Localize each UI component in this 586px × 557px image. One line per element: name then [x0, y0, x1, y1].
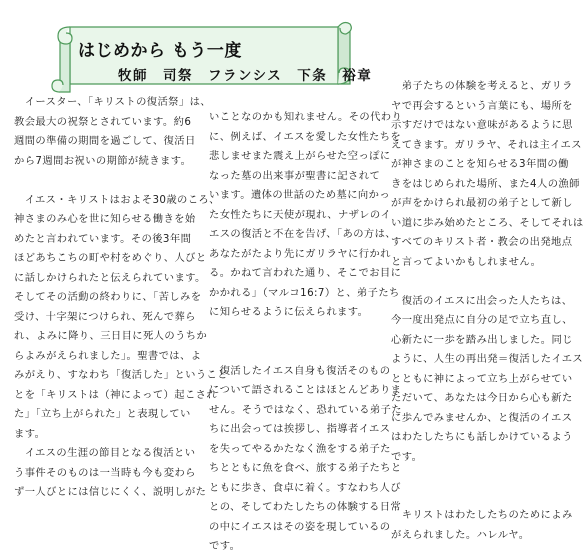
text-line: 弟子たちの体験を考えると、ガリラ: [391, 80, 573, 92]
text-line: 復活のイエスに出会った人たちは、: [391, 294, 573, 307]
text-column-2: [209, 108, 402, 557]
text-line: が声をかけられ最初の弟子として新し: [391, 197, 573, 209]
text-line: いことなのかも知れません。その代わり: [209, 111, 403, 123]
text-line: えてきます。ガリラヤ、それは主イエス: [391, 138, 582, 151]
text-line: た女性たちに天使が現れ、ナザレのイ: [209, 208, 392, 221]
text-line: ただいて、あなたは今日から心も新た: [391, 392, 573, 404]
text-line: めたと言われています。その後3年間: [14, 232, 192, 245]
text-line: とを「キリストは（神によって）起こされ: [14, 388, 218, 401]
text-column-1: [14, 93, 228, 503]
text-line: すべてのキリスト者・教会の出発地点: [391, 236, 573, 248]
text-line: と言ってよいかもしれません。: [391, 255, 542, 268]
text-line: せん。そうではなく、恐れている弟子た: [209, 403, 402, 416]
text-line: います。遺体の世話のため墓に向かっ: [209, 189, 391, 201]
paragraph-gap: [209, 323, 402, 343]
text-line: みがえり、すなわち「復活した」ということ: [14, 369, 228, 381]
text-line: る。かねて言われた通り、そこでお目に: [209, 267, 402, 279]
text-line: あなたがたより先にガリラヤに行かれ: [209, 247, 391, 260]
text-line: に知らせるように伝えられます。: [209, 306, 369, 318]
text-line: ヤで再会するという言葉にも、場所を: [391, 99, 573, 112]
text-line: そしてその活動の終わりに、「苦しみを: [14, 291, 202, 303]
text-line: 心新たに一歩を踏み出しました。同じ: [391, 333, 573, 346]
text-line: が神さまのことを知らせる3年間の働: [391, 158, 569, 170]
text-line: ように、人生の再出発＝復活したイエス: [391, 353, 584, 365]
author-line: 牧師 司祭 フランシス 下条 裕章: [118, 68, 373, 84]
text-line: イエス・キリストはおよそ30歳のころ、: [14, 193, 220, 206]
paragraph-gap: [391, 487, 584, 507]
text-line: です。: [209, 540, 241, 552]
text-line: キリストはわたしたちのためによみ: [391, 509, 573, 521]
article-title: はじめから もう一度: [78, 41, 242, 61]
text-line: ちに出会っては挨拶し、指導者イエス: [209, 423, 391, 435]
text-line: た」「立ち上がられた」と表現してい: [14, 408, 191, 420]
text-line: う事件そのものは一当時も今も変わら: [14, 466, 196, 479]
text-line: イエスの生涯の節目となる復活とい: [14, 447, 196, 459]
text-line: との、そしてわたしたちの体験する日常: [209, 501, 402, 513]
text-line: の中にイエスはその姿を現しているの: [209, 520, 391, 533]
text-line: はわたしたちにも話しかけているよう: [391, 431, 573, 443]
paragraph-gap: [391, 467, 584, 487]
text-line: なった墓の出来事が聖書に記されて: [209, 169, 381, 182]
text-line: ほどあちこちの町や村をめぐり、人びと: [14, 252, 207, 264]
text-line: 教会最大の祝祭とされています。約6: [14, 115, 192, 128]
text-line: 悲しませまた震え上がらせた空っぽに: [209, 150, 391, 162]
text-line: に、例えば、イエスを愛した女性たちを: [209, 130, 402, 143]
text-line: に話しかけられたと伝えられています。: [14, 271, 206, 284]
text-line: 復活したイエス自身も復活そのもの: [209, 364, 391, 377]
text-line: 示すだけではない意味があるように思: [391, 119, 573, 131]
text-line: です。: [391, 450, 423, 463]
text-line: ず一人びとには信じにくく、説明しがた: [14, 486, 207, 498]
text-line: ちとともに魚を食べ、旅する弟子たちと: [209, 462, 402, 474]
paragraph-gap: [209, 342, 402, 362]
text-line: について語されることはほとんどありま: [209, 384, 402, 396]
text-line: ます。: [14, 427, 46, 440]
text-line: がえられました。ハレルヤ。: [391, 528, 530, 541]
text-line: ともに歩き、食卓に着く。すなわち人び: [209, 481, 401, 494]
text-line: を失ってやるかたなく漁をする弟子た: [209, 442, 391, 455]
text-line: れ、よみに降り、三日目に死人のうちか: [14, 330, 208, 342]
text-line: らよみがえられました」。聖書では、よ: [14, 349, 202, 362]
text-column-3: [391, 77, 584, 545]
text-line: い道に歩み始めたところ、そしてそれは: [391, 216, 584, 229]
text-line: とともに神によって立ち上がらせてい: [391, 372, 573, 385]
text-line: 今一度出発点に自分の足で立ち直し、: [391, 314, 573, 326]
text-line: きをはじめられた場所、また4人の漁師: [391, 177, 580, 190]
text-line: 週間の準備の期間を過ごして、復活日: [14, 135, 196, 147]
paragraph-gap: [391, 272, 584, 292]
paragraph-gap: [14, 171, 228, 191]
text-line: 神さまのみ心を世に知らせる働きを始: [14, 213, 196, 225]
text-line: 受け、十字架につけられ、死んで葬ら: [14, 310, 196, 323]
text-line: エスの復活と不在を告げ、「あの方は、: [209, 228, 396, 240]
text-line: イースター、「キリストの復活祭」は、: [14, 96, 211, 108]
text-line: かかれる」（マルコ16:7）と、弟子たち: [209, 286, 400, 299]
text-line: に歩んでみませんか、と復活のイエス: [391, 411, 573, 424]
text-line: から7週間お祝いの期節が続きます。: [14, 154, 192, 167]
